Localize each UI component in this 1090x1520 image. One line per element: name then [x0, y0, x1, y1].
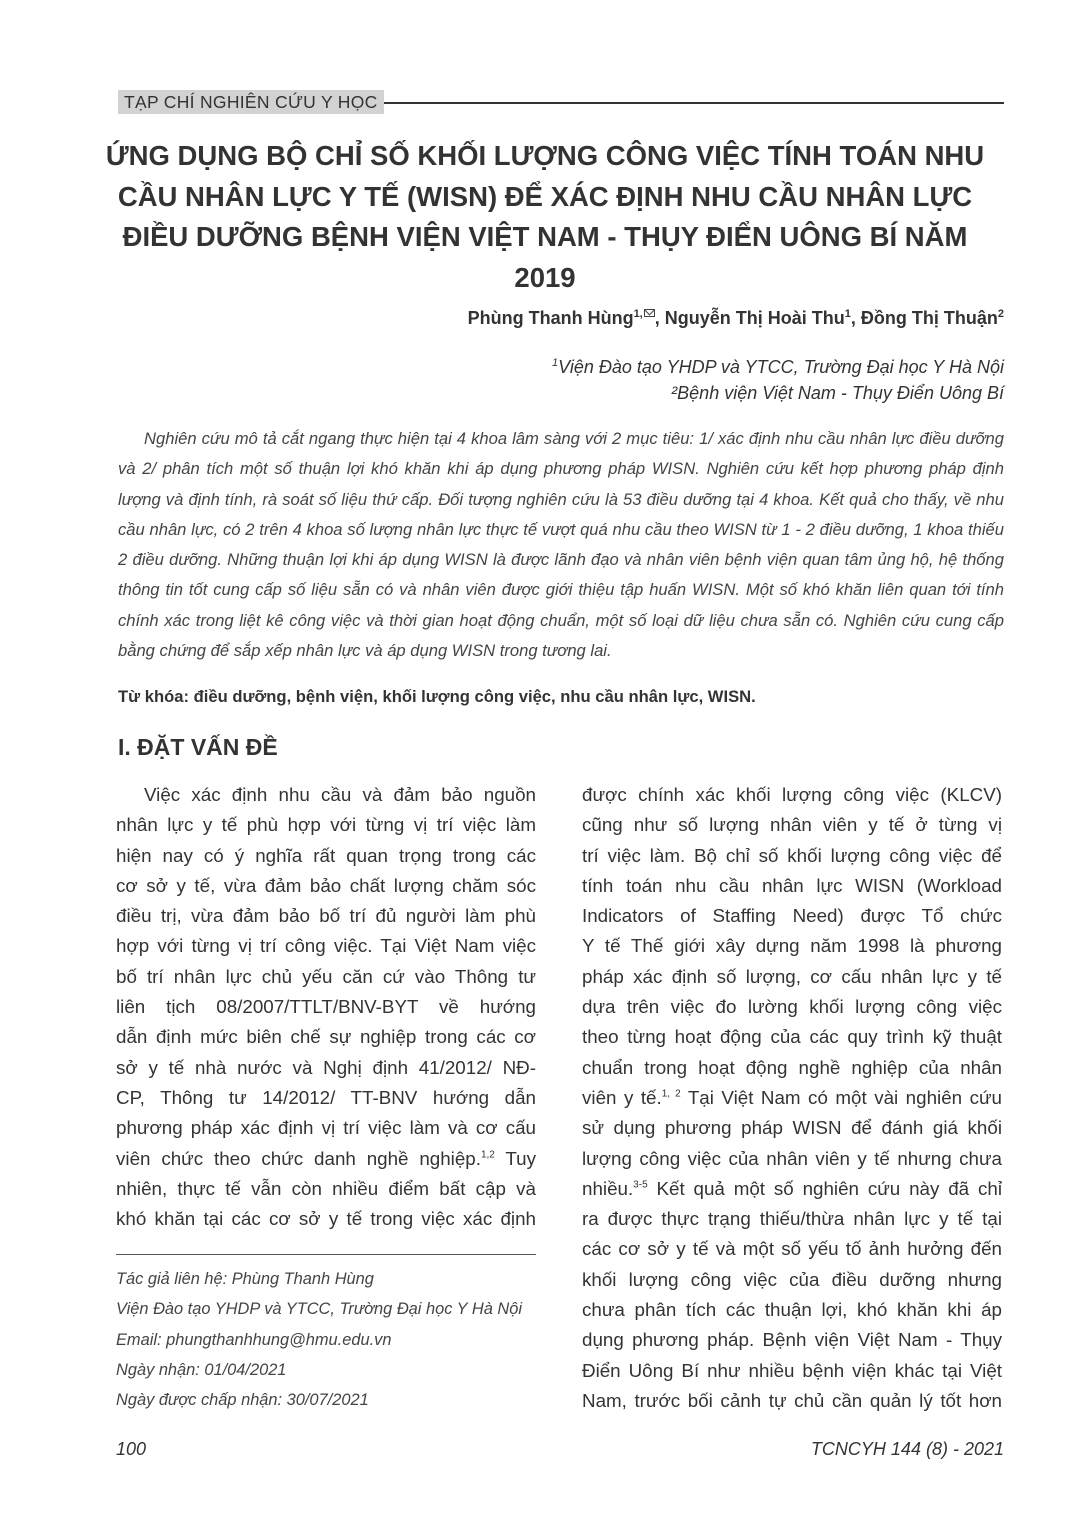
text-line: Việc xác định nhu cầu và đảm bảo nguồn — [144, 784, 536, 805]
text-line: trí việc làm. Bộ chỉ số khối lượng công việc để — [582, 844, 1002, 866]
affiliation-sup: 1 — [552, 357, 559, 369]
text-line: được chính xác khối lượng công việc (KLCV) — [582, 784, 1002, 805]
body-column-right — [582, 780, 1002, 1416]
author-affiliation-sup: 2 — [997, 308, 1004, 320]
citation: 1,2 — [480, 1149, 495, 1161]
text-line: Y tế Thế giới xây dựng năm 1998 là phương — [582, 935, 1002, 957]
affiliation — [671, 380, 1004, 406]
author-name: Phùng Thanh Hùng — [467, 308, 634, 328]
text-line: sở y tế nhà nước và Nghị định 41/2012/ NĐ- — [116, 1056, 536, 1078]
text-segment: viên y tế. — [582, 1086, 662, 1108]
text-line: hợp với từng vị trí công việc. Tại Việt Nam việc — [116, 935, 536, 957]
text-line: hiện nay có ý nghĩa rất quan trọng trong các — [116, 844, 536, 866]
author-name: Nguyễn Thị Hoài Thu — [664, 308, 845, 328]
affiliation-text: Viện Đào tạo YHDP và YTCC, Trường Đại học Y Hà Nội — [558, 357, 1004, 377]
footnotes — [116, 1264, 546, 1415]
keywords: Từ khóa: điều dưỡng, bệnh viện, khối lượng công việc, nhu cầu nhân lực, WISN. — [118, 687, 756, 706]
text-line: Indicators of Staffing Need) được Tổ chức — [582, 905, 1002, 927]
text-line: theo từng hoạt động của các quy trình kỹ thuật — [582, 1026, 1002, 1048]
text-line: Điển Uông Bí như nhiều bệnh viện khác tại Việt — [582, 1359, 1002, 1381]
text-line: nhân lực y tế phù hợp với từng vị trí việc làm — [116, 814, 536, 836]
text-line: dụng phương pháp. Bệnh viện Việt Nam - Thụy — [582, 1329, 1002, 1351]
text-segment: viên chức theo chức danh nghề nghiệp. — [116, 1147, 481, 1169]
text-line: phương pháp xác định vị trí việc làm và cơ cấu — [116, 1117, 536, 1139]
affiliation-text: ²Bệnh viện Việt Nam - Thụy Điển Uông Bí — [671, 383, 1004, 403]
text-line: khó khăn tại các cơ sở y tế trong việc xác định — [116, 1208, 536, 1230]
text-line: chưa phân tích các thuận lợi, khó khăn khi áp — [582, 1299, 1002, 1321]
text-line: Nam, trước bối cảnh tự chủ cần quản lý tốt hơn — [582, 1389, 1002, 1411]
text-line: pháp xác định số lượng, cơ cấu nhân lực y tế — [582, 965, 1002, 987]
footnote-divider — [116, 1254, 536, 1255]
text-line: nhiên, thực tế vẫn còn nhiều điểm bất cập và — [116, 1177, 536, 1199]
text-line: CP, Thông tư 14/2012/ TT-BNV hướng dẫn — [116, 1086, 536, 1108]
text-line: liên tịch 08/2007/TTLT/BNV-BYT về hướng — [116, 996, 536, 1018]
text-line: dựa trên việc đo lường khối lượng công việc — [582, 996, 1002, 1018]
text-line: khối lượng công việc của điều dưỡng nhưng — [582, 1268, 1002, 1290]
page-number: 100 — [116, 1439, 147, 1459]
section-heading: I. ĐẶT VẤN ĐỀ — [118, 734, 278, 760]
corresponding-affiliation: Viện Đào tạo YHDP và YTCC, Trường Đại học Y Hà Nội — [116, 1300, 522, 1319]
text-line: cũng như số lượng nhân viên y tế ở từng vị — [582, 814, 1002, 836]
received-date: Ngày nhận: 01/04/2021 — [116, 1360, 287, 1379]
text-line: dẫn định mức biên chế sự nghiệp trong các cơ — [116, 1026, 536, 1048]
body-column-left — [116, 780, 536, 1234]
abstract: Nghiên cứu mô tả cắt ngang thực hiện tại 4 khoa lâm sàng với 2 mục tiêu: 1/ xác định nhu cầu nhân lực điều dưỡng và 2/ phân tích một số thuận lợi khó khăn khi áp dụng phương pháp WISN. Nghiên cứu kết hợp phương pháp định lượng và định tính, rà soát số liệu thứ cấp. Đối tượng nghiên cứu là 53 điều dưỡng tại 4 khoa. Kết quả cho thấy, về nhu cầu nhân lực, có 2 trên 4 khoa số lượng nhân lực thực tế vượt quá nhu cầu theo WISN từ 1 - 2 điều dưỡng, 1 khoa thiếu 2 điều dưỡng. Những thuận lợi khi áp dụng WISN là được lãnh đạo và nhân viên bệnh viện quan tâm ủng hộ, hệ thống thông tin tốt cung cấp số liệu sẵn có và nhân viên được giới thiệu tập huấn WISN. Một số khó khăn liên quan tới tính chính xác trong liệt kê công việc và thời gian hoạt động chuẩn, một số loại dữ liệu chưa sẵn có. Nghiên cứu cung cấp bằng chứng để sắp xếp nhân lực và áp dụng WISN trong tương lai. — [118, 429, 1004, 661]
text-line — [582, 1174, 1002, 1204]
citation: 3-5 — [633, 1179, 648, 1191]
text-line: cơ sở y tế, vừa đảm bảo chất lượng chăm sóc — [116, 874, 536, 896]
text-line: điều trị, vừa đảm bảo bố trí đủ người làm phù — [116, 905, 536, 927]
text-line: ra được thực trạng thiếu/thừa nhân lực y tế tại — [582, 1208, 1002, 1230]
text-segment: Tuy — [494, 1147, 536, 1169]
author-name: Đồng Thị Thuận — [860, 308, 998, 328]
text-line — [116, 1144, 536, 1174]
journal-name: TẠP CHÍ NGHIÊN CỨU Y HỌC — [118, 90, 384, 114]
text-line: sử dụng phương pháp WISN để đánh giá khối — [582, 1117, 1002, 1139]
text-segment: Tại Việt Nam có một vài nghiên cứu — [680, 1086, 1002, 1108]
article-title: ỨNG DỤNG BỘ CHỈ SỐ KHỐI LƯỢNG CÔNG VIỆC TÍNH TOÁN NHU CẦU NHÂN LỰC Y TẾ (WISN) ĐỂ XÁC ĐỊNH NHU CẦU NHÂN LỰC ĐIỀU DƯỠNG BỆNH VIỆN VIỆT NAM - THỤY ĐIỂN UÔNG BÍ NĂM 2019 — [105, 140, 985, 293]
email-line: Email: phungthanhhung@hmu.edu.vn — [116, 1330, 392, 1349]
text-segment: Kết quả một số nghiên cứu này đã chỉ — [647, 1177, 1002, 1199]
journal-header — [118, 90, 1004, 114]
envelope-icon — [644, 309, 655, 317]
text-line: các cơ sở y tế và một số yếu tố ảnh hưởng đến — [582, 1238, 1002, 1260]
text-line — [582, 1083, 1002, 1113]
text-line: lượng công việc của nhân viên y tế nhưng chưa — [582, 1147, 1002, 1169]
accepted-date: Ngày được chấp nhận: 30/07/2021 — [116, 1391, 369, 1410]
author-list: Phùng Thanh Hùng$^{1,}$ , Nguyễn Thị Hoài Thu$^1$, Đồng Thị Thuận$^2$ — [467, 308, 1004, 328]
text-line: tính toán nhu cầu nhân lực WISN (Workload — [582, 874, 1002, 896]
text-segment: nhiều. — [582, 1177, 634, 1199]
citation: 1, 2 — [661, 1088, 681, 1100]
journal-issue: TCNCYH 144 (8) - 2021 — [810, 1439, 1004, 1459]
text-line: bố trí nhân lực chủ yếu căn cứ vào Thông tư — [116, 965, 536, 987]
author-affiliation-sup: 1 — [844, 308, 851, 320]
affiliation — [552, 350, 1004, 380]
author-affiliation-sup: 1, — [633, 308, 643, 320]
text-line: chuẩn trong hoạt động nghề nghiệp của nhân — [582, 1056, 1002, 1078]
corresponding-author: Tác giả liên hệ: Phùng Thanh Hùng — [116, 1270, 374, 1288]
